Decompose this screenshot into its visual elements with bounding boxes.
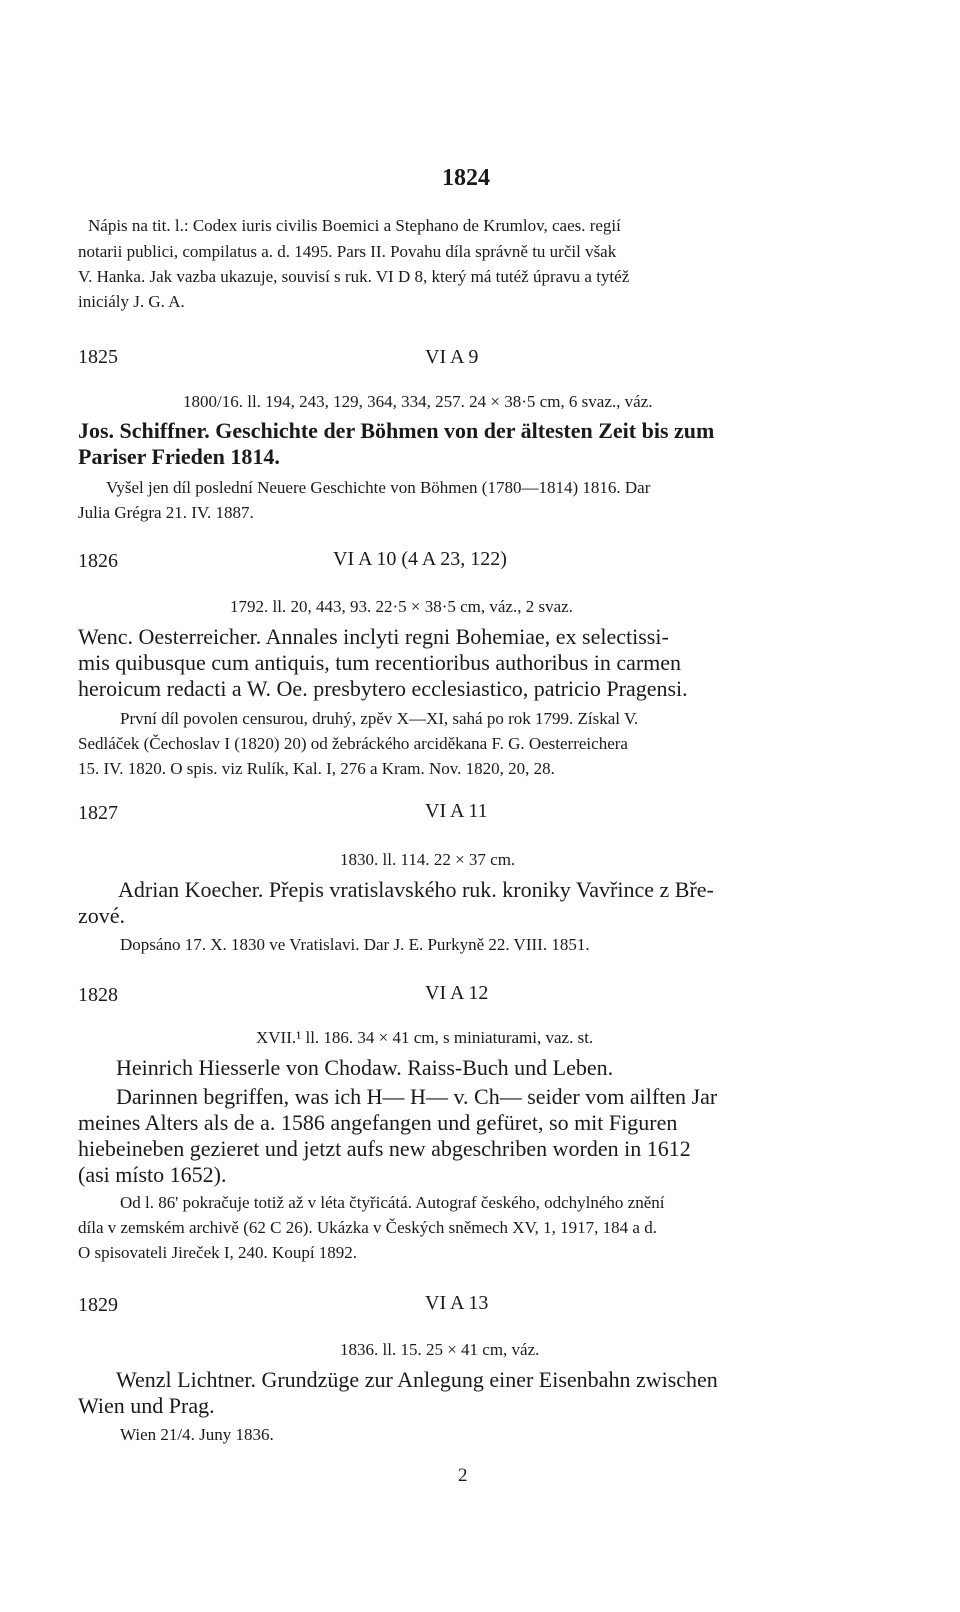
page-number: 2	[458, 1465, 468, 1486]
entry-note-line: Wien 21/4. Juny 1836.	[120, 1425, 274, 1444]
entry-note-line: První díl povolen censurou, druhý, zpěv X—XI, sahá po rok 1799. Získal V.	[120, 709, 639, 728]
entry-title-line: heroicum redacti a W. Oe. presbytero ecclesiastico, patricio Pragensi.	[78, 676, 688, 701]
entry-title-line: Wenzl Lichtner. Grundzüge zur Anlegung einer Eisenbahn zwischen	[116, 1367, 718, 1392]
entry-signature: VI A 9	[425, 346, 479, 368]
entry-line: Nápis na tit. l.: Codex iuris civilis Boemici a Stephano de Krumlov, caes. regií	[88, 216, 621, 235]
entry-note-line: O spisovateli Jireček I, 240. Koupí 1892.	[78, 1243, 358, 1262]
entry-signature: VI A 11	[425, 800, 488, 822]
entry-signature: VI A 10 (4 A 23, 122)	[333, 548, 507, 570]
entry-title-line: Wien und Prag.	[78, 1393, 215, 1418]
entry-title-line: Darinnen begriffen, was ich H— H— v. Ch— seider vom ailften Jar	[116, 1084, 718, 1109]
entry-physical: 1830. ll. 114. 22 × 37 cm.	[340, 850, 516, 869]
entry-line: iniciály J. G. A.	[78, 292, 185, 311]
entry-physical: 1792. ll. 20, 443, 93. 22·5 × 38·5 cm, váz., 2 svaz.	[230, 597, 573, 616]
entry-title-line: Heinrich Hiesserle von Chodaw. Raiss-Buch und Leben.	[116, 1055, 614, 1080]
entry-number: 1825	[78, 346, 118, 368]
entry-number: 1827	[78, 802, 118, 824]
entry-note-line: díla v zemském archivě (62 C 26). Ukázka v Českých sněmech XV, 1, 1917, 184 a d.	[78, 1218, 657, 1237]
entry-title-line: (asi místo 1652).	[78, 1162, 227, 1187]
entry-title-line: Pariser Frieden 1814.	[78, 444, 280, 469]
entry-note-line: 15. IV. 1820. O spis. viz Rulík, Kal. I, 276 a Kram. Nov. 1820, 20, 28.	[78, 759, 555, 778]
entry-signature: VI A 13	[425, 1292, 489, 1314]
entry-number: 1829	[78, 1294, 118, 1316]
entry-signature: VI A 12	[425, 982, 489, 1004]
entry-title-line: mis quibusque cum antiquis, tum recentioribus authoribus in carmen	[78, 650, 682, 675]
entry-title-line: Jos. Schiffner. Geschichte der Böhmen von der ältesten Zeit bis zum	[78, 418, 715, 443]
page-header-number: 1824	[442, 165, 490, 191]
entry-physical: 1836. ll. 15. 25 × 41 cm, váz.	[340, 1340, 540, 1359]
entry-note-line: Vyšel jen díl poslední Neuere Geschichte von Böhmen (1780—1814) 1816. Dar	[106, 478, 651, 497]
entry-number: 1828	[78, 984, 118, 1006]
entry-note-line: Od l. 86' pokračuje totiž až v léta čtyřicátá. Autograf českého, odchylného znění	[120, 1193, 665, 1212]
entry-physical: XVII.¹ ll. 186. 34 × 41 cm, s miniaturami, vaz. st.	[256, 1028, 594, 1047]
entry-physical: 1800/16. ll. 194, 243, 129, 364, 334, 257. 24 × 38·5 cm, 6 svaz., váz.	[183, 392, 653, 411]
entry-title-line: meines Alters als de a. 1586 angefangen und gefüret, so mit Figuren	[78, 1110, 678, 1135]
entry-line: notarii publici, compilatus a. d. 1495. Pars II. Povahu díla správně tu určil však	[78, 242, 617, 261]
entry-title-line: zové.	[78, 903, 126, 928]
entry-title-line: Wenc. Oesterreicher. Annales inclyti regni Bohemiae, ex selectissi-	[78, 624, 669, 649]
entry-note-line: Dopsáno 17. X. 1830 ve Vratislavi. Dar J. E. Purkyně 22. VIII. 1851.	[120, 935, 590, 954]
entry-note-line: Julia Grégra 21. IV. 1887.	[78, 503, 254, 522]
entry-number: 1826	[78, 550, 118, 572]
entry-title-line: Adrian Koecher. Přepis vratislavského ruk. kroniky Vavřince z Bře-	[118, 877, 714, 902]
entry-title-line: hiebeineben gezieret und jetzt aufs new abgeschriben worden in 1612	[78, 1136, 691, 1161]
entry-note-line: Sedláček (Čechoslav I (1820) 20) od žebráckého arciděkana F. G. Oesterreichera	[78, 734, 628, 753]
entry-line: V. Hanka. Jak vazba ukazuje, souvisí s ruk. VI D 8, který má tutéž úpravu a tytéž	[78, 267, 630, 286]
